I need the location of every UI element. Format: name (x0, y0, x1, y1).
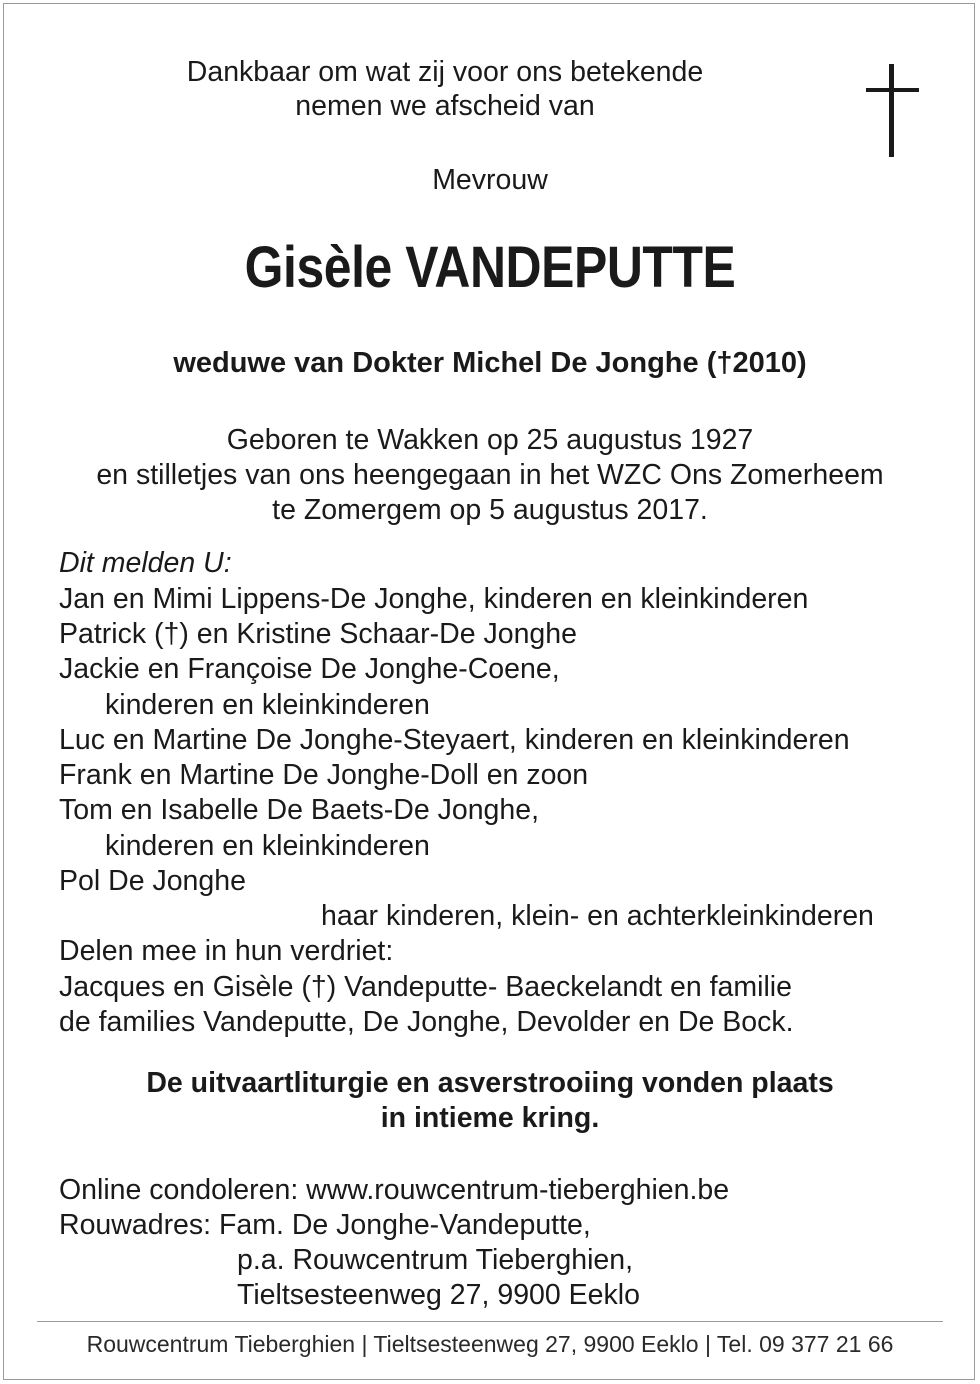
footer-text: Rouwcentrum Tieberghien | Tieltsesteenweg 27, 9900 Eeklo | Tel. 09 377 21 66 (86, 1331, 894, 1357)
address-line-2: p.a. Rouwcentrum Tieberghien, (237, 1244, 634, 1276)
online-condolences: Online condoleren: www.rouwcentrum-tieberghien.be (59, 1174, 730, 1206)
widow-of: weduwe van Dokter Michel De Jonghe (†2010) (173, 347, 807, 379)
family-line: Pol De Jonghe (59, 865, 246, 897)
footer-divider (37, 1321, 943, 1322)
ceremony-line-2: in intieme kring. (380, 1102, 600, 1134)
family-line: Tom en Isabelle De Baets-De Jonghe, (59, 794, 540, 826)
address-line-3: Tieltsesteenweg 27, 9900 Eeklo (237, 1279, 640, 1311)
birth-line-2: en stilletjes van ons heengegaan in het WZC Ons Zomerheem (96, 459, 884, 491)
intro-line-1: Dankbaar om wat zij voor ons betekende (186, 56, 704, 88)
family-line: de families Vandeputte, De Jonghe, Devolder en De Bock. (59, 1006, 794, 1038)
birth-line-1: Geboren te Wakken op 25 augustus 1927 (226, 424, 754, 456)
family-line: Patrick (†) en Kristine Schaar-De Jonghe (59, 618, 577, 650)
salutation: Mevrouw (432, 164, 548, 196)
family-line: kinderen en kleinkinderen (105, 830, 430, 862)
family-line: kinderen en kleinkinderen (105, 689, 430, 721)
family-line: Jan en Mimi Lippens-De Jonghe, kinderen en kleinkinderen (59, 583, 809, 615)
family-line: Frank en Martine De Jonghe-Doll en zoon (59, 759, 589, 791)
death-line: te Zomergem op 5 augustus 2017. (272, 494, 708, 526)
family-line: haar kinderen, klein- en achterkleinkinderen (321, 900, 874, 932)
announcers-heading: Dit melden U: (59, 547, 232, 579)
intro-line-2: nemen we afscheid van (295, 90, 595, 122)
family-line: Jacques en Gisèle (†) Vandeputte- Baeckelandt en familie (59, 971, 792, 1003)
address-line-1: Rouwadres: Fam. De Jonghe-Vandeputte, (59, 1209, 591, 1241)
ceremony-line-1: De uitvaartliturgie en asverstrooiing vonden plaats (146, 1067, 834, 1099)
family-line: Jackie en Françoise De Jonghe-Coene, (59, 653, 560, 685)
family-line: Luc en Martine De Jonghe-Steyaert, kinderen en kleinkinderen (59, 724, 850, 756)
family-line: Delen mee in hun verdriet: (59, 935, 394, 967)
deceased-name: Gisèle VANDEPUTTE (244, 235, 736, 300)
